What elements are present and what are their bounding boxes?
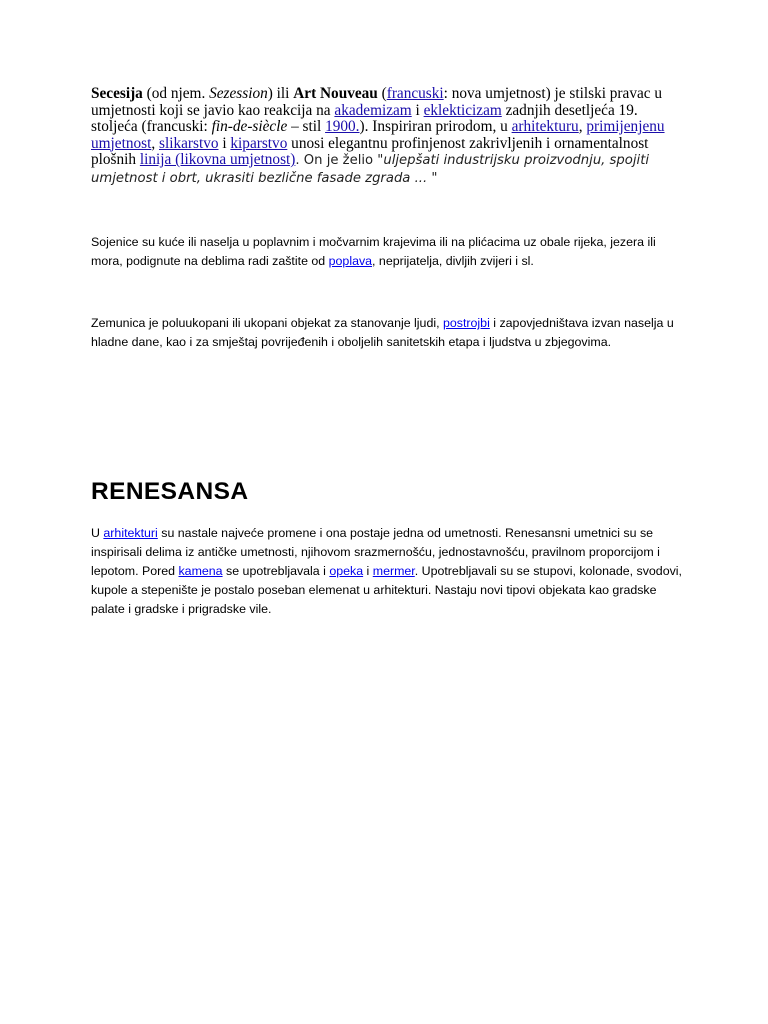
text-run: Zemunica je poluukopani ili ukopani objekat za stanovanje ljudi, <box>91 316 443 330</box>
text-run: ( <box>377 85 387 102</box>
text-run: ) ili <box>267 85 294 102</box>
text-run: " <box>427 170 438 186</box>
text-run: Sojenice su kuće ili naselja u poplavnim i močvarnim krajevima ili na plićacima uz obale rijeka, jezera ili mora, podignute na deblima radi zaštite od <box>91 235 656 268</box>
text-run: – stil <box>287 118 326 135</box>
link-slikarstvo[interactable]: slikarstvo <box>159 134 219 152</box>
term-sezession: Sezession <box>209 85 268 102</box>
paragraph-sojenice <box>91 233 683 271</box>
heading-renesansa: RENESANSA <box>91 478 249 505</box>
paragraph-renesansa <box>91 524 683 619</box>
text-run: . On je želio " <box>295 153 384 168</box>
text-run: (od njem. <box>142 85 210 102</box>
link-linija-likovna-umjetnost[interactable]: linija (likovna umjetnost) <box>139 151 296 168</box>
link-1900[interactable]: 1900. <box>325 118 360 135</box>
text-run: . Upotrebljavali su se stupovi, kolonade, svodovi, kupole a stepenište je postalo poseban elemenat u arhitekturi. Nastaju novi tipovi objekata kao gradske palate i gradske i prigradske vile. <box>91 564 682 616</box>
text-run: , neprijatelja, divljih zvijeri i sl. <box>372 254 534 268</box>
text-run: se upotrebljavala i <box>222 564 330 578</box>
text-run: i <box>363 564 373 578</box>
text-run: , <box>578 118 587 135</box>
link-arhitekturi[interactable]: arhitekturi <box>103 526 158 540</box>
text-run: , <box>151 134 159 152</box>
link-kamena[interactable]: kamena <box>178 564 223 578</box>
link-eklekticizam[interactable]: eklekticizam <box>423 101 502 119</box>
link-poplava[interactable]: poplava <box>328 254 373 268</box>
link-kiparstvo[interactable]: kiparstvo <box>230 134 288 152</box>
paragraph-secesija <box>91 86 683 187</box>
text-run: i <box>411 101 424 119</box>
text-run: U <box>91 526 104 540</box>
term-art-nouveau: Art Nouveau <box>293 85 378 102</box>
text-run: unosi elegantnu profinjenost zakrivljenih i ornamentalnost plošnih <box>91 134 649 168</box>
link-mermer[interactable]: mermer <box>372 564 415 578</box>
link-francuski[interactable]: francuski <box>386 85 444 102</box>
link-akademizam[interactable]: akademizam <box>334 101 412 119</box>
text-run: i <box>218 134 231 152</box>
link-arhitekturu[interactable]: arhitekturu <box>511 118 579 135</box>
term-fin-de-siecle: fin-de-siècle <box>211 118 288 135</box>
quote-text: uljepšati industrijsku proizvodnju, spojiti umjetnost i obrt, ukrasiti bezlične fasade zgrada ... <box>91 153 650 186</box>
text-run: su nastale najveće promene i ona postaje jedna od umetnosti. Renesansni umetnici su se inspirisali delima iz antičke umetnosti, njihovom srazmernošću, jednostavnošću, pravilnom proporcijom i lepotom. Pored <box>91 526 660 578</box>
term-secesija: Secesija <box>91 85 143 102</box>
text-run: i zapovjedništava izvan naselja u hladne dane, kao i za smještaj povrijeđenih i oboljelih sanitetskih etapa i ljudstva u zbjegovima. <box>91 316 674 349</box>
paragraph-zemunica <box>91 314 683 352</box>
text-run: zadnjih desetljeća 19. stoljeća (francuski: <box>91 101 638 135</box>
text-run: : nova umjetnost) je stilski pravac u umjetnosti koji se javio kao reakcija na <box>91 85 663 119</box>
link-primijenjenu-umjetnost[interactable]: primijenjenu umjetnost <box>91 118 665 152</box>
text-run: ). Inspiriran prirodom, u <box>359 118 512 135</box>
link-postrojbi[interactable]: postrojbi <box>442 316 490 330</box>
link-opeka[interactable]: opeka <box>329 564 364 578</box>
